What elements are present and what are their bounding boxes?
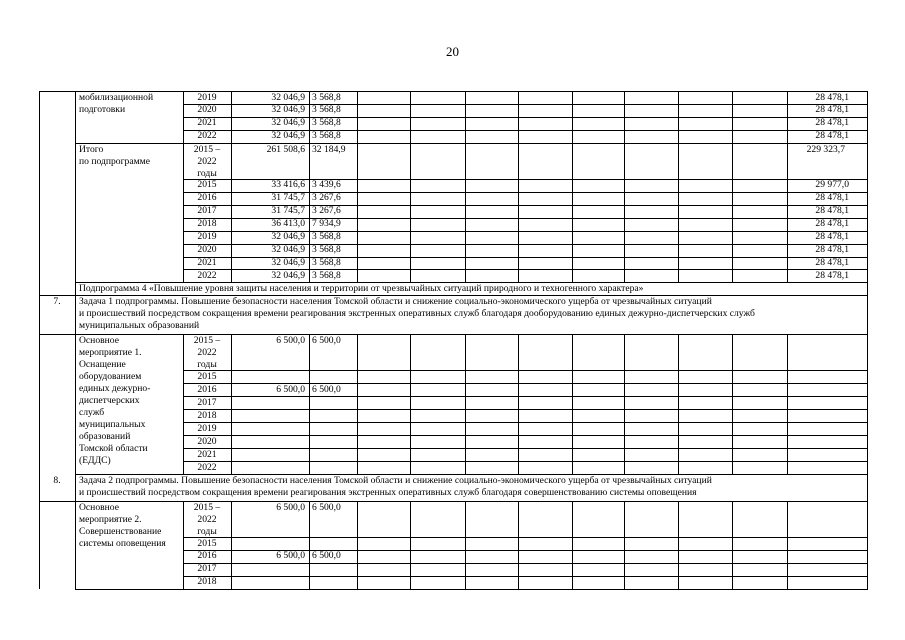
row-label: мероприятие 1. — [79, 347, 142, 359]
row-label: Основное — [79, 502, 119, 513]
period-label: 2015 – — [193, 143, 221, 155]
grid-line — [867, 474, 868, 501]
year-cell: 2015 — [197, 370, 217, 382]
grid-line — [75, 334, 76, 475]
grid-line — [732, 501, 733, 590]
total-cell: 6 500,0 — [276, 550, 305, 562]
task-text: и происшествий посредством сокращения времени реагирования экстренных оперативных служб благодаря дооборудованию единых дежурно-диспетчерских служб — [79, 308, 755, 320]
year-cell: 2016 — [197, 192, 217, 204]
regional-cell: 28 478,1 — [815, 218, 849, 230]
grid-line — [678, 91, 679, 144]
row-label: Основное — [79, 335, 119, 347]
grid-line — [357, 91, 358, 144]
total-cell: 31 745,7 — [271, 192, 305, 204]
grid-line — [732, 334, 733, 475]
grid-line — [572, 91, 573, 144]
row-label: Томской области — [79, 443, 148, 455]
grid-line — [410, 143, 411, 284]
grid-line — [572, 143, 573, 284]
grid-line — [183, 435, 868, 436]
row-label: муниципальных — [79, 419, 146, 431]
grid-line — [732, 91, 733, 144]
federal-cell: 3 439,6 — [312, 179, 341, 191]
grid-line — [39, 91, 76, 92]
row-label: единых дежурно- — [79, 383, 151, 395]
year-cell: 2022 — [197, 130, 217, 142]
grid-line — [75, 295, 76, 334]
grid-line — [678, 334, 679, 475]
federal-cell: 6 500,0 — [312, 383, 341, 395]
total-cell: 31 745,7 — [271, 205, 305, 217]
grid-line — [75, 91, 76, 144]
regional-cell: 28 478,1 — [815, 244, 849, 256]
period-label: годы — [197, 167, 217, 179]
task-text: и происшествий посредством сокращения времени реагирования экстренных оперативных служб благодаря совершенствованию системы оповещения — [79, 487, 697, 498]
page-number: 20 — [446, 44, 459, 59]
grid-line — [787, 143, 788, 284]
total-cell: 32 046,9 — [271, 117, 305, 129]
grid-line — [867, 91, 868, 144]
grid-line — [39, 334, 868, 335]
period-label: 2022 — [197, 514, 217, 525]
total-cell: 33 416,6 — [271, 179, 305, 191]
year-cell: 2017 — [197, 563, 217, 575]
row-label: служб — [79, 407, 105, 419]
year-cell: 2019 — [197, 91, 217, 103]
year-cell: 2017 — [197, 205, 217, 217]
grid-line — [75, 474, 76, 501]
year-cell: 2015 — [197, 179, 217, 191]
grid-line — [309, 91, 310, 144]
grid-line — [39, 91, 40, 589]
grid-line — [867, 295, 868, 334]
year-cell: 2018 — [197, 218, 217, 230]
total-cell: 36 413,0 — [271, 218, 305, 230]
grid-line — [357, 334, 358, 475]
grid-line — [410, 501, 411, 590]
grid-line — [732, 143, 733, 284]
federal-cell: 6 500,0 — [312, 550, 341, 562]
year-cell: 2022 — [197, 461, 217, 473]
grid-line — [183, 501, 184, 590]
grid-line — [183, 576, 868, 577]
grid-line — [75, 282, 76, 295]
row-label: Оснащение — [79, 359, 126, 371]
grid-line — [465, 143, 466, 284]
regional-cell: 29 977,0 — [815, 179, 849, 191]
grid-line — [183, 422, 868, 423]
federal-cell: 7 934,9 — [312, 218, 341, 230]
period-total: 6 500,0 — [276, 502, 305, 513]
grid-line — [465, 91, 466, 144]
period-label: 2022 — [197, 155, 217, 167]
period-total: 261 508,6 — [266, 143, 305, 155]
row-label: Совершенствование — [79, 526, 162, 537]
total-cell: 32 046,9 — [271, 104, 305, 116]
grid-line — [309, 334, 310, 475]
period-label: годы — [197, 526, 217, 537]
federal-cell: 3 568,8 — [312, 91, 341, 103]
period-federal: 6 500,0 — [312, 502, 341, 513]
regional-cell: 28 478,1 — [815, 205, 849, 217]
total-cell: 32 046,9 — [271, 269, 305, 281]
federal-cell: 3 568,8 — [312, 130, 341, 142]
grid-line — [678, 501, 679, 590]
grid-line — [624, 143, 625, 284]
grid-line — [678, 143, 679, 284]
grid-line — [410, 91, 411, 144]
grid-line — [75, 589, 868, 590]
task-number: 7. — [53, 296, 61, 308]
subprogram-heading: Подпрограмма 4 «Повышение уровня защиты населения и территории от чрезвычайных ситуаций природного и техногенного характера» — [79, 282, 644, 294]
period-label: 2015 – — [193, 502, 221, 513]
federal-cell: 3 568,8 — [312, 104, 341, 116]
year-cell: 2019 — [197, 422, 217, 434]
grid-line — [231, 501, 232, 590]
year-cell: 2020 — [197, 104, 217, 116]
task-number: 8. — [53, 475, 61, 486]
regional-cell: 28 478,1 — [815, 130, 849, 142]
row-label: системы оповещения — [79, 538, 166, 549]
total-cell: 32 046,9 — [271, 257, 305, 268]
federal-cell: 3 568,8 — [312, 244, 341, 256]
grid-line — [787, 334, 788, 475]
row-label: (ЕДДС) — [79, 455, 111, 467]
year-cell: 2020 — [197, 244, 217, 256]
year-cell: 2022 — [197, 269, 217, 281]
grid-line — [231, 143, 232, 284]
grid-line — [183, 409, 868, 410]
period-total: 6 500,0 — [276, 335, 305, 347]
grid-line — [867, 143, 868, 284]
total-cell: 32 046,9 — [271, 244, 305, 256]
total-cell: 32 046,9 — [271, 231, 305, 243]
grid-line — [465, 501, 466, 590]
row-label: диспетчерских — [79, 395, 140, 407]
grid-line — [309, 143, 310, 284]
grid-line — [183, 537, 868, 538]
grid-line — [309, 501, 310, 590]
year-cell: 2020 — [197, 435, 217, 447]
total-cell: 32 046,9 — [271, 130, 305, 142]
row-label: мобилизационной — [79, 92, 154, 103]
period-label: годы — [197, 359, 217, 371]
period-federal: 6 500,0 — [312, 335, 341, 347]
year-cell: 2021 — [197, 257, 217, 268]
year-cell: 2021 — [197, 448, 217, 460]
task-text: муниципальных образований — [79, 320, 200, 332]
grid-line — [787, 91, 788, 144]
grid-line — [867, 334, 868, 475]
period-federal: 32 184,9 — [312, 143, 346, 155]
grid-line — [572, 501, 573, 590]
grid-line — [75, 143, 76, 284]
total-cell: 32 046,9 — [271, 91, 305, 103]
grid-line — [183, 396, 868, 397]
year-cell: 2015 — [197, 537, 217, 549]
grid-line — [867, 282, 868, 295]
budget-table — [53, 91, 867, 590]
regional-cell: 28 478,1 — [815, 117, 849, 129]
grid-line — [624, 501, 625, 590]
grid-line — [518, 143, 519, 284]
grid-line — [183, 143, 184, 284]
federal-cell: 3 568,8 — [312, 231, 341, 243]
grid-line — [231, 334, 232, 475]
grid-line — [183, 91, 184, 144]
regional-cell: 28 478,1 — [815, 91, 849, 103]
task-text: Задача 2 подпрограммы. Повышение безопасности населения Томской области и снижение социально-экономического ущерба от чрезвычайных ситуаций — [79, 475, 712, 486]
regional-cell: 28 478,1 — [815, 269, 849, 281]
grid-line — [624, 334, 625, 475]
grid-line — [357, 501, 358, 590]
regional-cell: 28 478,1 — [815, 231, 849, 243]
grid-line — [624, 91, 625, 144]
row-label: подготовки — [79, 104, 126, 115]
grid-line — [183, 448, 868, 449]
period-label: 2022 — [197, 347, 217, 359]
grid-line — [75, 501, 76, 590]
grid-line — [465, 334, 466, 475]
grid-line — [183, 370, 868, 371]
grid-line — [39, 501, 868, 502]
federal-cell: 3 267,6 — [312, 205, 341, 217]
row-label: мероприятие 2. — [79, 514, 142, 525]
row-label: оборудованием — [79, 371, 142, 383]
federal-cell: 3 568,8 — [312, 269, 341, 281]
federal-cell: 3 568,8 — [312, 117, 341, 129]
grid-line — [183, 461, 868, 462]
regional-cell: 28 478,1 — [815, 192, 849, 204]
grid-line — [410, 334, 411, 475]
grid-line — [572, 334, 573, 475]
regional-cell: 28 478,1 — [815, 257, 849, 268]
year-cell: 2016 — [197, 550, 217, 562]
grid-line — [183, 334, 184, 475]
row-label: Итого — [79, 143, 104, 155]
period-regional: 229 323,7 — [806, 143, 845, 155]
year-cell: 2017 — [197, 396, 217, 408]
row-label: образований — [79, 431, 131, 443]
grid-line — [867, 501, 868, 590]
total-cell: 6 500,0 — [276, 383, 305, 395]
year-cell: 2018 — [197, 409, 217, 421]
grid-line — [183, 563, 868, 564]
grid-line — [787, 501, 788, 590]
row-label: по подпрограмме — [79, 155, 150, 167]
regional-cell: 28 478,1 — [815, 104, 849, 116]
period-label: 2015 – — [193, 335, 221, 347]
grid-line — [518, 334, 519, 475]
year-cell: 2016 — [197, 383, 217, 395]
grid-line — [518, 501, 519, 590]
federal-cell: 3 267,6 — [312, 192, 341, 204]
grid-line — [357, 143, 358, 284]
grid-line — [231, 91, 232, 144]
year-cell: 2019 — [197, 231, 217, 243]
year-cell: 2021 — [197, 117, 217, 129]
federal-cell: 3 568,8 — [312, 257, 341, 268]
grid-line — [518, 91, 519, 144]
year-cell: 2018 — [197, 576, 217, 588]
task-text: Задача 1 подпрограммы. Повышение безопасности населения Томской области и снижение социально-экономического ущерба от чрезвычайных ситуаций — [79, 296, 712, 308]
